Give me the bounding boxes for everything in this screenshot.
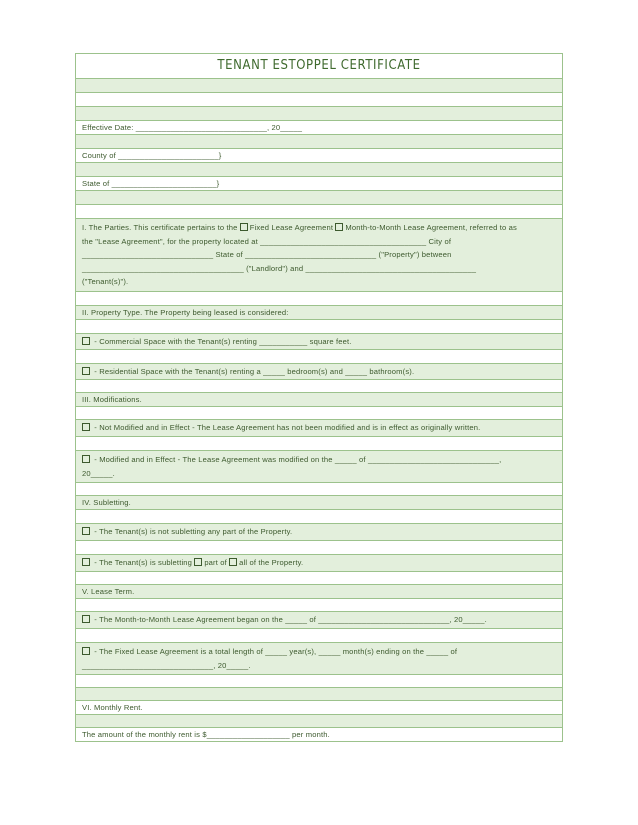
monthly-rent-heading: VI. Monthly Rent. [82,703,143,712]
form-title: TENANT ESTOPPEL CERTIFICATE [217,58,421,73]
spacer-row [76,191,562,205]
spacer-row [76,688,562,701]
subletting-heading: IV. Subletting. [82,498,131,507]
all-of-checkbox[interactable] [229,558,237,566]
residential-option-text: - Residential Space with the Tenant(s) renting a _____ bedroom(s) and _____ bathroom(s). [94,367,415,376]
month-to-month-term-text: - The Month-to-Month Lease Agreement began on the _____ of ______________________________, 20_____. [94,615,487,624]
part-of-checkbox[interactable] [194,558,202,566]
effective-date-row[interactable] [76,121,562,135]
month-to-month-term-row[interactable] [76,612,562,629]
modified-checkbox[interactable] [82,455,90,463]
parties-line-5: ("Tenant(s)"). [82,277,129,286]
fixed-lease-checkbox[interactable] [240,223,248,231]
spacer-row [76,715,562,728]
commercial-checkbox[interactable] [82,337,90,345]
spacer-row [76,320,562,334]
commercial-option-text: - Commercial Space with the Tenant(s) renting ___________ square feet. [94,337,352,346]
subletting-heading-row [76,496,562,510]
spacer-row [76,510,562,524]
spacer-row [76,380,562,393]
spacer-row [76,292,562,306]
not-modified-option-row[interactable] [76,420,562,437]
form-title-row [76,54,562,79]
spacer-row [76,407,562,420]
spacer-row [76,599,562,612]
spacer-row [76,572,562,585]
not-subletting-option-text: - The Tenant(s) is not subletting any part of the Property. [94,527,293,536]
spacer-row [76,541,562,555]
modified-line-1: - Modified and in Effect - The Lease Agreement was modified on the _____ of ______________________________, [82,453,556,467]
state-row[interactable] [76,177,562,191]
spacer-row [76,205,562,219]
fixed-term-row[interactable] [76,643,562,675]
county-text: County of _______________________} [82,151,222,160]
spacer-row [76,163,562,177]
modifications-heading-row [76,393,562,407]
parties-line-3: ______________________________ State of ______________________________ ("Property") between [82,250,452,259]
not-subletting-option-row[interactable] [76,524,562,541]
estoppel-form [75,53,563,742]
residential-checkbox[interactable] [82,367,90,375]
not-modified-checkbox[interactable] [82,423,90,431]
fixed-term-line-1: - The Fixed Lease Agreement is a total length of _____ year(s), _____ month(s) ending on the _____ of [82,645,556,659]
subletting-option-row[interactable]: - The Tenant(s) is subletting part of all of the Property. [76,555,562,572]
fixed-term-line-2: ______________________________, 20_____. [82,660,251,670]
parties-line-2: the "Lease Agreement", for the property located at ______________________________________ City of [82,236,452,246]
residential-option-row[interactable] [76,364,562,380]
effective-date-text: Effective Date: ______________________________, 20_____ [82,123,303,132]
monthly-rent-amount-row[interactable] [76,728,562,742]
spacer-row [76,79,562,93]
modified-option-row[interactable] [76,451,562,483]
monthly-rent-heading-row [76,701,562,715]
subletting-checkbox[interactable] [82,558,90,566]
modifications-heading: III. Modifications. [82,395,142,404]
modified-line-2: 20_____. [82,468,115,478]
county-row[interactable] [76,149,562,163]
state-text: State of ________________________} [82,179,220,188]
spacer-row [76,135,562,149]
spacer-row [76,437,562,451]
parties-section[interactable] [76,219,562,292]
spacer-row [76,483,562,496]
property-type-heading: II. Property Type. The Property being leased is considered: [82,308,289,317]
property-type-heading-row [76,306,562,320]
parties-line-4: _____________________________________ ("Landlord") and _______________________________________ [82,263,477,273]
monthly-rent-amount-text: The amount of the monthly rent is $___________________ per month. [82,730,330,739]
spacer-row [76,350,562,364]
spacer-row [76,93,562,107]
spacer-row [76,107,562,121]
month-to-month-term-checkbox[interactable] [82,615,90,623]
spacer-row [76,675,562,688]
lease-term-heading: V. Lease Term. [82,587,135,596]
not-modified-option-text: - Not Modified and in Effect - The Lease Agreement has not been modified and is in effect as originally written. [94,423,481,432]
parties-line-1: I. The Parties. This certificate pertains to the Fixed Lease Agreement Month-to-Month Lease Agreement, referred to as [82,223,517,232]
lease-term-heading-row [76,585,562,599]
commercial-option-row[interactable] [76,334,562,350]
not-subletting-checkbox[interactable] [82,527,90,535]
spacer-row [76,629,562,643]
fixed-term-checkbox[interactable] [82,647,90,655]
month-to-month-checkbox[interactable] [335,223,343,231]
